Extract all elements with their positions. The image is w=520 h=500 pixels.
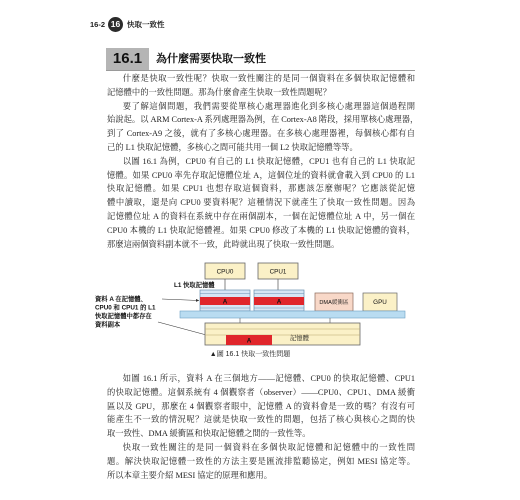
chapter-number-badge: 16: [108, 17, 123, 32]
paragraph-line: 什麼是快取一致性呢？快取一致性關注的是同一個資料在多個快取記憶體和: [122, 74, 415, 83]
page-number: 16-2: [90, 19, 106, 29]
paragraph-2: [107, 100, 419, 155]
body-text-after-figure: [107, 372, 415, 482]
memory-label: 記憶體: [290, 335, 309, 342]
callout-line: 資料副本: [95, 321, 121, 329]
chapter-title: 快取一致性: [127, 19, 165, 29]
paragraph-line: 己的 L1 快取記憶體，多核心之間可能共用一個 L2 快取記憶體等等。: [107, 142, 358, 152]
figure-caption: ▲圖 16.1 快取一致性問題: [209, 351, 291, 358]
paragraph-5: [107, 441, 415, 482]
paragraph-line: 題。解決快取記憶體一致性的方法主要是匯流排監聽協定，例如 MESI 協定等。: [107, 456, 415, 466]
interconnect-bus: [180, 311, 405, 318]
dma-buffer: [315, 293, 353, 311]
section-number: 16.1: [106, 48, 149, 70]
callout-line: 資料 A 在記憶體、: [95, 296, 147, 303]
cpu0-core: [205, 263, 245, 279]
gpu-label: GPU: [373, 299, 387, 307]
gpu-unit: [363, 293, 397, 311]
cpu0-l1-cache: [200, 290, 250, 311]
cpu1-l1-cache: [254, 290, 304, 311]
paragraph-line: CPU0 本機的 L1 快取記憶體裡。如果 CPU0 修改了本機的 L1 快取記憶體的資料，: [107, 225, 415, 235]
paragraph-line: 到了 Cortex-A9 之後，就有了多核心處理器。在多核心處理器裡，每個核心都有自: [107, 129, 415, 139]
figure-callout: [94, 294, 156, 329]
paragraph-line: 快取一致性關注的是同一個資料在多個快取記憶體和記憶體中的一致性問: [122, 442, 415, 452]
dma-buffer-label: DMA緩衝區: [319, 300, 349, 307]
body-text-before-figure: [107, 72, 419, 251]
paragraph-line: 快取記憶體。如果 CPU1 也想存取這個資料，那應該怎麼辦呢？它應該從記憶: [107, 184, 415, 194]
l1-cache-label: L1 快取記憶體: [174, 282, 215, 289]
paragraph-line: 要了解這個問題，我們需要從單核心處理器進化到多核心處理器這個過程開: [122, 101, 415, 111]
callout-arrow-to-cpu0-cache: [162, 299, 199, 301]
cpu0-label: CPU0: [216, 268, 234, 276]
paragraph-line: 如圖 16.1 所示，資料 A 在三個地方——記憶體、CPU0 的快取記憶體、CPU1: [122, 374, 415, 383]
cpu1-cache-data-label: A: [276, 298, 282, 306]
paragraph-line: 區以及 GPU，那麼在 4 個觀察者眼中，記憶體 A 的資料會是一致的嗎？有沒有可: [107, 401, 415, 411]
callout-line: 快取記憶體中都存在: [95, 313, 152, 320]
cache-coherence-figure: [90, 256, 410, 350]
memory-data-label: A: [246, 337, 252, 345]
main-memory: [205, 323, 360, 345]
running-head: [90, 16, 165, 32]
paragraph-line: 能產生不一致的情況呢？這就是快取一致性的問題，包括了核心與核心之間的快: [107, 415, 415, 425]
section-heading: [106, 48, 415, 71]
callout-line: CPU0 和 CPU1 的 L1: [95, 304, 156, 312]
section-title: 為什麼需要快取一致性: [156, 53, 266, 65]
paragraph-line: 憶體。如果 CPU0 率先存取記憶體位址 A，這個位址的資料就會載入到 CPU0 的 L1: [107, 170, 415, 180]
paragraph-line: 記憶體中的一致性問題。那為什麼會產生快取一致性問題呢？: [107, 87, 332, 97]
paragraph-line: 所以本章主要介紹 MESI 協定的原理和應用。: [107, 470, 273, 480]
paragraph-line: 取一致性、DMA 緩衝區和快取記憶體之間的一致性等。: [107, 429, 311, 439]
paragraph-line: 體中讀取，還是向 CPU0 要資料呢？這種情況下就產生了快取一致性問題。因為: [107, 198, 415, 208]
cpu1-label: CPU1: [269, 268, 287, 276]
paragraph-line: 的快取記憶體。這個系統有 4 個觀察者（observer）——CPU0、CPU1、DMA 緩衝: [107, 387, 415, 397]
paragraph-line: 以圖 16.1 為例，CPU0 有自己的 L1 快取記憶體，CPU1 也有自己的 L1 快取記: [122, 156, 415, 166]
cpu0-cache-data-label: A: [222, 298, 228, 306]
paragraph-line: 始說起。以 ARM Cortex-A 系列處理器為例，在 Cortex-A8 階段，採用單核心處理器，: [107, 115, 419, 125]
paragraph-1: [107, 72, 415, 100]
paragraph-line: 記憶體位址 A 的資料在系統中存在兩個副本，一個在記憶體位址 A 中，另一個在: [107, 211, 415, 221]
cpu1-core: [258, 263, 298, 279]
paragraph-3: [107, 155, 415, 252]
paragraph-4: [107, 372, 415, 441]
paragraph-line: 那麼這兩個資料副本就不一致，此時就出現了快取一致性問題。: [107, 239, 340, 249]
